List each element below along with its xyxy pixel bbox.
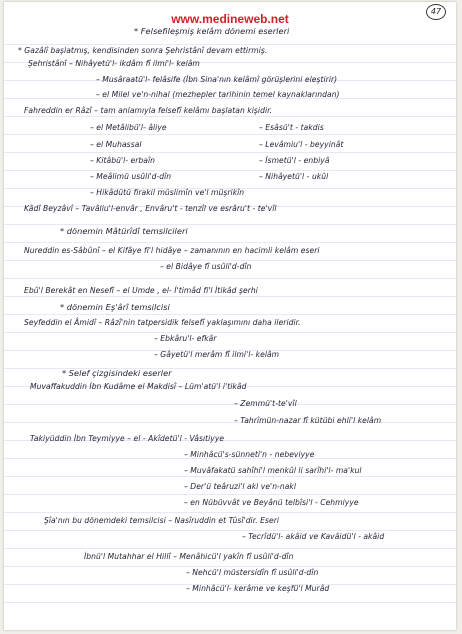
paper-rule (4, 494, 456, 495)
paper-rule (4, 548, 456, 549)
paper-rule (4, 44, 456, 45)
author-line: Fahreddin er Râzî – tam anlamıyla felsefî kelâmı başlatan kişidir. (24, 106, 273, 115)
work-line: – Levâmiu'l - beyyinât (259, 140, 344, 149)
work-line: – el Bidâye fî usûli'd-dîn (160, 262, 252, 271)
section-heading-selef: * Selef çizgisindeki eserler (62, 368, 172, 378)
work-line: – Tahrîmün-nazar fî kütübi ehli'l kelâm (234, 416, 382, 425)
work-line: – Ebkâru'l- efkâr (154, 334, 217, 343)
paper-rule (4, 170, 456, 171)
work-line: – el Milel ve'n-nihal (mezhepler tarihinin temel kaynaklarından) (96, 90, 340, 99)
work-line: – Nehcü'l müstersidîn fî usûli'd-dîn (186, 568, 319, 577)
section-heading-maturidi: * dönemin Mâtürîdî temsilcileri (60, 226, 188, 236)
work-line: – Esâsü't - takdis (259, 123, 324, 132)
intro-line: * Gazâlî başlatmış, kendisinden sonra Şehristânî devam ettirmiş. (18, 46, 268, 55)
work-line: – Minhâcü'l- kerâme ve keşfü'l Murâd (186, 584, 330, 593)
author-line: Şehristânî – Nihâyetü'l- ikdâm fî ilmi'l- kelâm (28, 59, 200, 68)
work-line: – el Metâlibü'l- âliye (90, 123, 167, 132)
section-heading-esari: * dönemin Eş'ârî temsilcisi (60, 302, 170, 312)
author-line: Şîa'nın bu dönemdeki temsilcisi – Nasîruddin et Tûsî'dir. Eseri (44, 516, 280, 525)
paper-rule (4, 152, 456, 153)
paper-rule (4, 476, 456, 477)
author-line: İbnü'l Mutahhar el Hillî – Menâhicü'l yakîn fî usûli'd-dîn (84, 552, 294, 561)
work-line: – Musâraatü'l- felâsife (İbn Sina'nın kelâmî görüşlerini eleştirir) (96, 75, 338, 84)
work-line: – en Nübüvvât ve Beyânü telbîsi'l - Cehmiyye (184, 498, 359, 507)
notebook-page (4, 2, 456, 630)
paper-rule (4, 242, 456, 243)
work-line: – Der'ü teâruzi'l akl ve'n-nakl (184, 482, 297, 491)
paper-rule (4, 530, 456, 531)
author-line: Takiyüddin İbn Teymiyye – el - Akîdetü'l - Vâsıtiyye (30, 434, 225, 443)
work-line: – İsmetü'l - enbiyâ (259, 156, 330, 165)
work-line: – Tecrîdü'l- akâid ve Kavâidü'l - akâid (242, 532, 385, 541)
paper-rule (4, 296, 456, 297)
paper-rule (4, 512, 456, 513)
author-line: Muvaffakuddin İbn Kudâme el Makdisî – Lüm'atü'l i'tikâd (30, 382, 247, 391)
paper-rule (4, 116, 456, 117)
work-line: – Muvâfakatü sahîhi'l menkûl li sarîhi'l- ma'kul (184, 466, 362, 475)
author-line: Kâdî Beyzâvî – Tavâliu'l-envâr , Envâru't - tenzîl ve esrâru't - te'vîl (24, 204, 277, 213)
work-line: – Zemmü't-te'vîl (234, 399, 297, 408)
paper-rule (4, 314, 456, 315)
paper-rule (4, 422, 456, 423)
work-line: – Nihâyetü'l - ukûl (259, 172, 329, 181)
author-line: Ebû'l Berekât en Nesefî – el Umde , el- İ'timâd fi'l İtikâd şerhi (24, 286, 258, 295)
site-url[interactable]: www.medineweb.net (171, 12, 289, 26)
paper-rule (4, 332, 456, 333)
paper-rule (4, 260, 456, 261)
work-line: – el Muhassal (90, 140, 142, 149)
paper-rule (4, 224, 456, 225)
work-line: – Meâlimü usûli'd-dîn (90, 172, 172, 181)
work-line: – Minhâcü's-sünneti'n - nebeviyye (184, 450, 315, 459)
paper-rule (4, 404, 456, 405)
work-line: – Gâyetü'l merâm fî ilmi'l- kelâm (154, 350, 280, 359)
page-number: 47 (426, 4, 446, 20)
paper-rule (4, 602, 456, 603)
paper-rule (4, 134, 456, 135)
section-heading-felsefi: * Felsefileşmiş kelâm dönemi eserleri (134, 26, 290, 36)
author-line: Nureddin es-Sâbûnî – el Kifâye fi'l hidâye – zamanının en hacimli kelâm eseri (24, 246, 320, 255)
work-line: – Kitâbü'l- erbaîn (90, 156, 156, 165)
paper-rule (4, 566, 456, 567)
work-line: – Hikâdütü firakil müslimîn ve'l müşrikîn (90, 188, 245, 197)
paper-rule (4, 278, 456, 279)
author-line: Seyfeddin el Âmidî – Râzî'nin tatpersidik felsefî yaklaşımını daha ileridir. (24, 318, 301, 327)
